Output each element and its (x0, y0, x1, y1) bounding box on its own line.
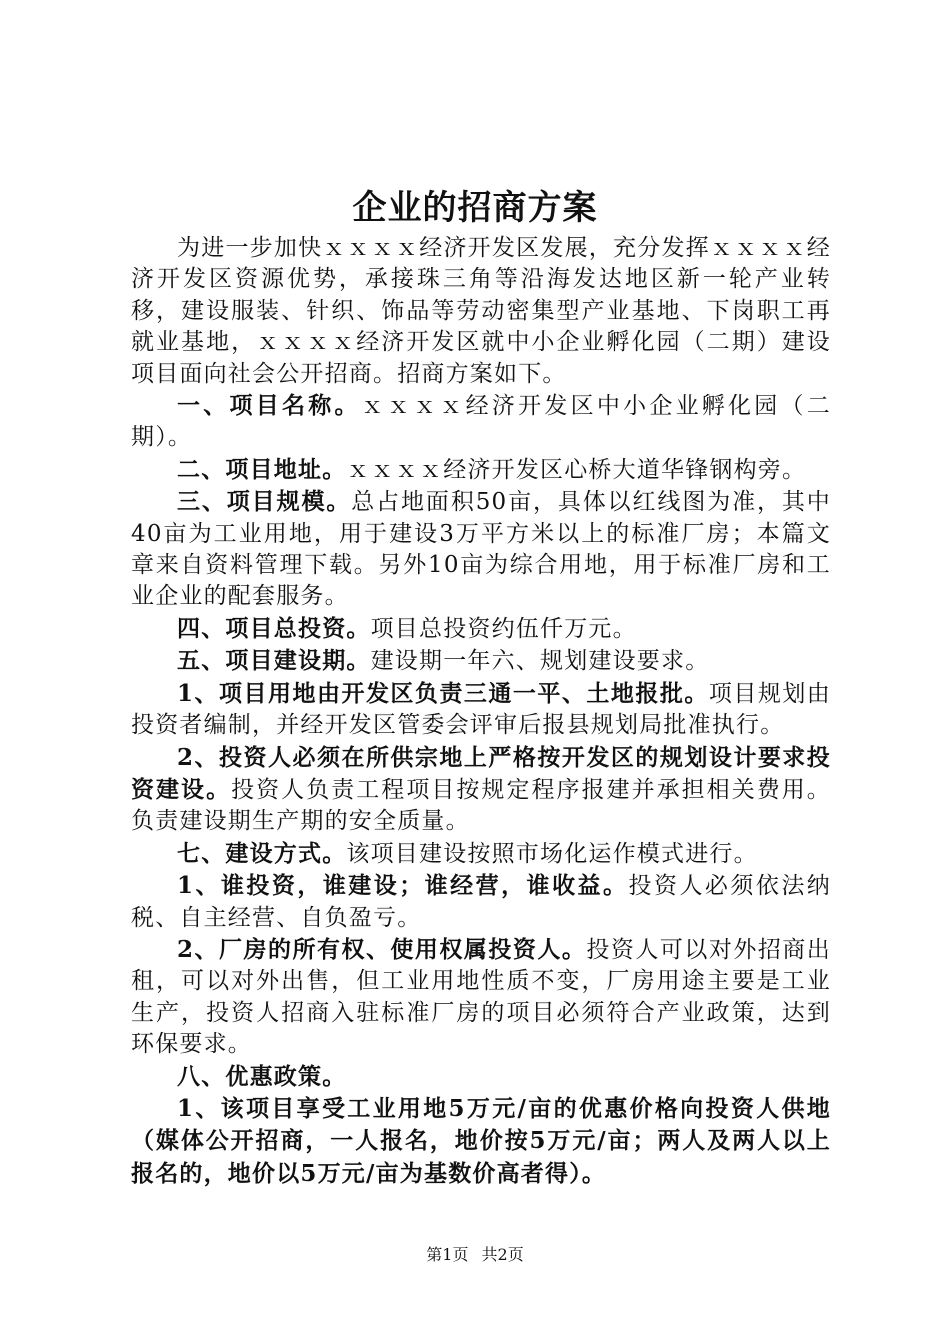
paragraph-text: 项目规划由投资者编制，并经开发区管委会评审后报县规划局批准执行。 (131, 680, 832, 739)
page-total: 共2页 (481, 1245, 524, 1264)
paragraph-text: 投资人必须依法纳税、自主经营、自负盈亏。 (131, 873, 831, 931)
body-paragraph (131, 454, 831, 486)
body-paragraph (131, 742, 831, 838)
paragraph-heading: 三、项目规模。 (177, 488, 352, 516)
paragraph-heading: 2、投资人必须在所供宗地上严格按开发区的规划设计要求投资建设。 (131, 743, 831, 803)
body-paragraph (131, 390, 831, 454)
paragraph-heading: 七、建设方式。 (177, 839, 347, 867)
paragraph-text: ｘｘｘｘ经济开发区中小企业孵化园（二期）。 (131, 393, 831, 451)
body-paragraph (131, 934, 831, 1061)
paragraph-heading: 五、项目建设期。 (177, 647, 371, 675)
paragraph-text: 建设期一年六、规划建设要求。 (370, 648, 710, 675)
body-paragraph (131, 838, 831, 870)
body-paragraph (131, 678, 831, 742)
document-title: 企业的招商方案 (352, 188, 598, 228)
body-paragraph (131, 613, 831, 645)
body-paragraph (131, 645, 831, 677)
paragraph-heading: 一、项目名称。 (177, 392, 361, 420)
paragraph-text: ｘｘｘｘ经济开发区心桥大道华锋钢构旁。 (346, 456, 807, 483)
body-paragraph (131, 233, 831, 390)
body-paragraph (131, 1093, 831, 1190)
paragraph-heading: 八、优惠政策。 (177, 1062, 347, 1090)
paragraph-heading: 1、该项目享受工业用地5万元/亩的优惠价格向投资人供地（媒体公开招商，一人报名，地价按5万元/亩；两人及两人以上报名的，地价以5万元/亩为基数价高者得）。 (131, 1094, 831, 1187)
paragraph-text: 该项目建设按照市场化运作模式进行。 (346, 840, 758, 867)
body-paragraph (131, 870, 831, 934)
paragraph-heading: 1、项目用地由开发区负责三通一平、土地报批。 (177, 679, 709, 707)
paragraph-text: 总占地面积50亩，具体以红线图为准，其中40亩为工业用地，用于建设3万平方米以上的标准厂房；本篇文章来自资料管理下载。另外10亩为综合用地，用于标准厂房和工业企业的配套服务。 (131, 489, 831, 610)
body-paragraph (131, 486, 831, 613)
body-paragraph (131, 1061, 831, 1093)
paragraph-heading: 二、项目地址。 (177, 455, 347, 483)
paragraph-heading: 四、项目总投资。 (177, 614, 371, 642)
paragraph-heading: 1、谁投资，谁建设；谁经营，谁收益。 (177, 872, 629, 900)
page-footer (0, 1244, 950, 1266)
paragraph-heading: 2、厂房的所有权、使用权属投资人。 (177, 935, 587, 963)
paragraph-text: 为进一步加快ｘｘｘｘ经济开发区发展，充分发挥ｘｘｘｘ经济开发区资源优势，承接珠三角等沿海发达地区新一轮产业转移，建设服装、针织、饰品等劳动密集型产业基地、下岗职工再就业基地，ｘｘｘｘ经济开发区就中小企业孵化园（二期）建设项目面向社会公开招商。招商方案如下。 (131, 235, 831, 387)
paragraph-text: 项目总投资约伍仟万元。 (370, 615, 637, 642)
paragraph-text: 投资人负责工程项目按规定程序报建并承担相关费用。负责建设期生产期的安全质量。 (131, 776, 831, 835)
paragraph-text: 投资人可以对外招商出租，可以对外出售，但工业用地性质不变，厂房用途主要是工业生产，投资人招商入驻标准厂房的项目必须符合产业政策，达到环保要求。 (131, 936, 832, 1058)
document-body (131, 233, 831, 1190)
page-number: 第1页 (426, 1245, 469, 1264)
